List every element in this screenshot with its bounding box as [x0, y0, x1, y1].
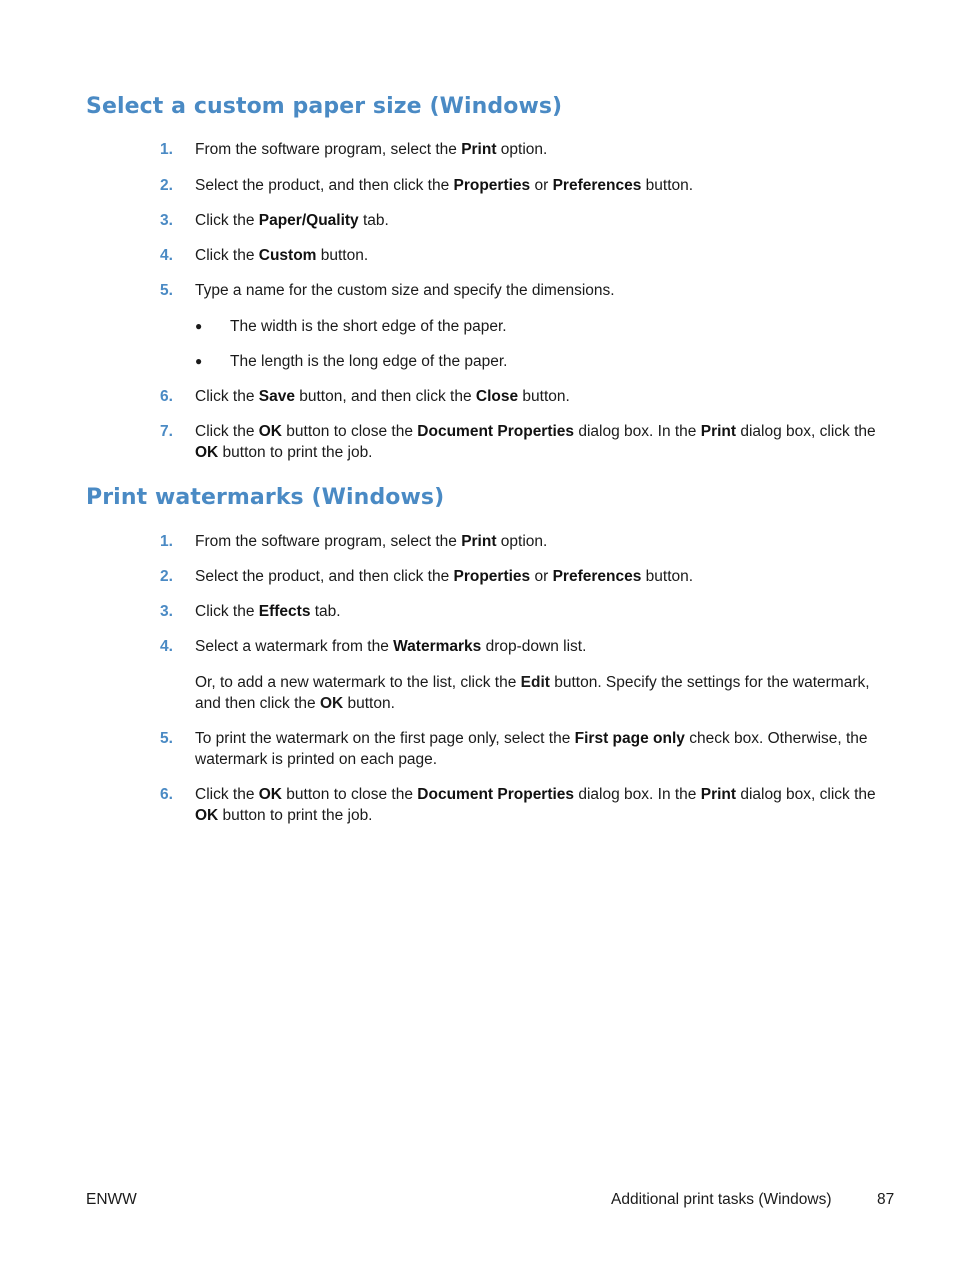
- step-text: Select the product, and then click the Properties or Preferences button.: [195, 177, 694, 194]
- step-text: Click the OK button to close the Document Properties dialog box. In the Print dialog box, click the OK button to print the job.: [195, 786, 876, 824]
- step-text: From the software program, select the Print option.: [195, 141, 548, 158]
- step-1: 1. From the software program, select the Print option.: [160, 531, 880, 552]
- bullet-item: ● The width is the short edge of the paper.: [195, 318, 507, 335]
- bullet-icon: ●: [195, 319, 203, 333]
- section-title-custom-paper: Select a custom paper size (Windows): [86, 94, 563, 119]
- step-text: Click the Effects tab.: [195, 603, 341, 620]
- section-title-watermarks: Print watermarks (Windows): [86, 485, 445, 510]
- step-7: 7. Click the OK button to close the Document Properties dialog box. In the Print dialog box, click the OK button to print the job.: [160, 421, 880, 463]
- step-4: 4. Select a watermark from the Watermarks drop-down list.: [160, 636, 880, 657]
- step-3: 3. Click the Paper/Quality tab.: [160, 210, 880, 231]
- step-text: Click the Paper/Quality tab.: [195, 212, 389, 229]
- bullet-icon: ●: [195, 354, 203, 368]
- step-6: 6. Click the OK button to close the Document Properties dialog box. In the Print dialog box, click the OK button to print the job.: [160, 784, 880, 826]
- step-text: From the software program, select the Print option.: [195, 533, 548, 550]
- step-text: Click the OK button to close the Document Properties dialog box. In the Print dialog box, click the OK button to print the job.: [195, 423, 876, 461]
- step-2: 2. Select the product, and then click the Properties or Preferences button.: [160, 566, 880, 587]
- step-6: 6. Click the Save button, and then click the Close button.: [160, 386, 880, 407]
- step-text: Click the Custom button.: [195, 247, 369, 264]
- step-text: Click the Save button, and then click the Close button.: [195, 388, 570, 405]
- step-5: 5. To print the watermark on the first page only, select the First page only check box. Otherwise, the watermark is printed on each page.: [160, 728, 880, 770]
- step-text: Type a name for the custom size and specify the dimensions.: [195, 282, 615, 299]
- step-5: 5. Type a name for the custom size and specify the dimensions.: [160, 280, 880, 301]
- step-4: 4. Click the Custom button.: [160, 245, 880, 266]
- step-text: To print the watermark on the first page only, select the First page only check box. Otherwise, the watermark is printed on each page.: [195, 730, 868, 768]
- footer-section-title: Additional print tasks (Windows): [611, 1191, 832, 1208]
- step-text: Select a watermark from the Watermarks drop-down list.: [195, 638, 587, 655]
- step-note: Or, to add a new watermark to the list, click the Edit button. Specify the settings for the watermark, and then click the OK button.: [195, 674, 870, 712]
- step-2: 2. Select the product, and then click the Properties or Preferences button.: [160, 175, 880, 196]
- step-text: Select the product, and then click the Properties or Preferences button.: [195, 568, 694, 585]
- bullet-item: ● The length is the long edge of the paper.: [195, 353, 508, 370]
- footer-left-label: ENWW: [86, 1191, 137, 1208]
- step-3: 3. Click the Effects tab.: [160, 601, 880, 622]
- step-1: 1. From the software program, select the Print option.: [160, 139, 880, 160]
- page-number: 87: [877, 1191, 895, 1208]
